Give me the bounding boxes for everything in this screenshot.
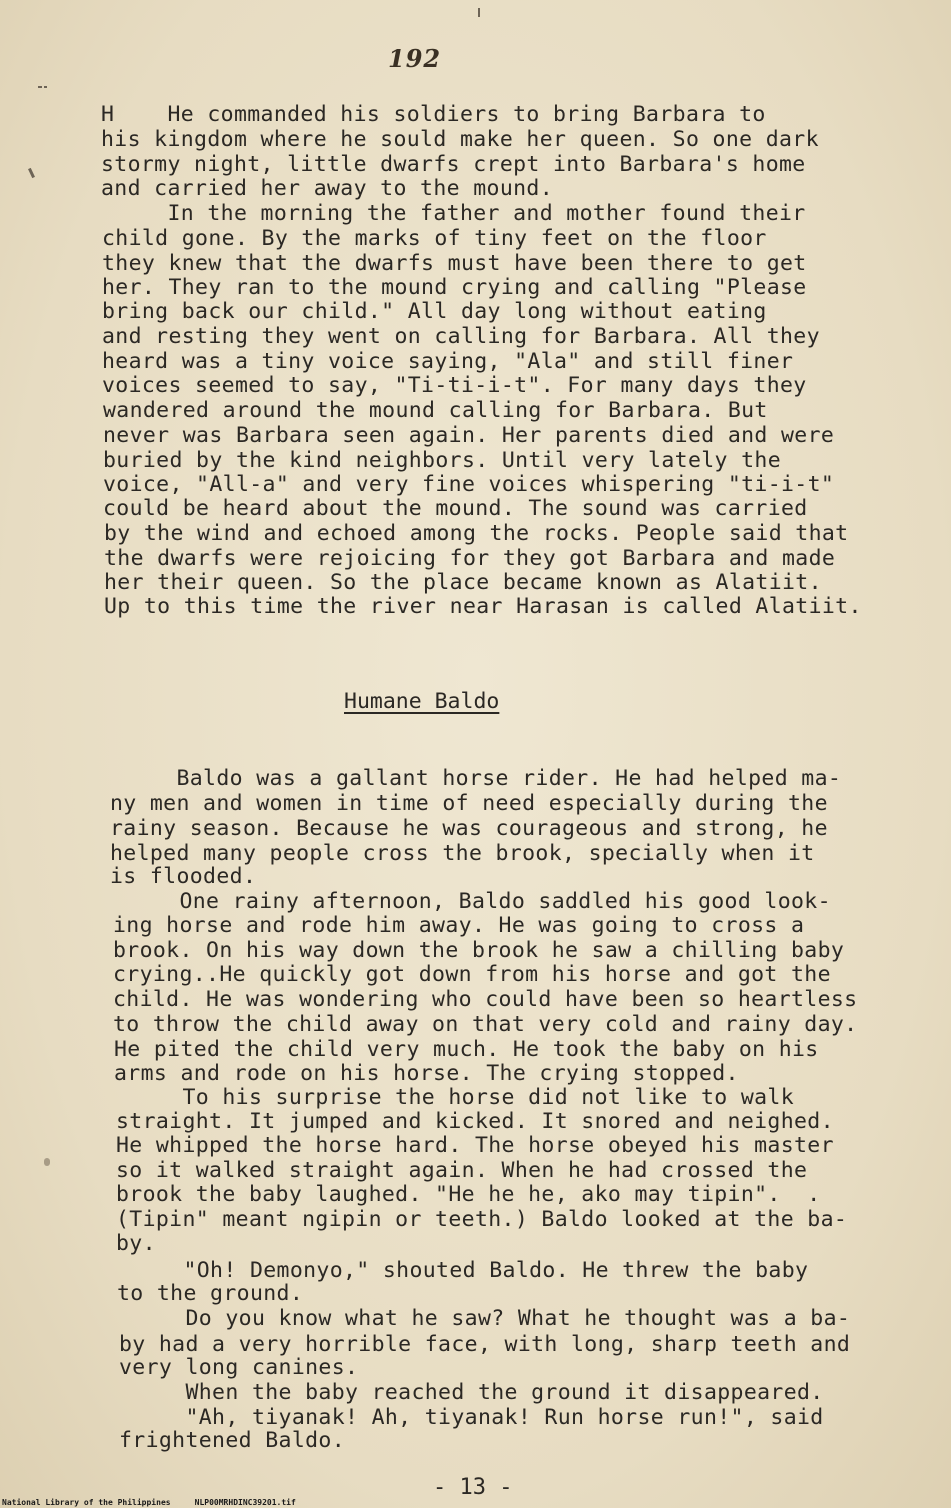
passage-two-line: brook the baby laughed. "He he he, ako may tipin". . — [116, 1182, 821, 1207]
passage-one-line: her their queen. So the place became known as Alatiit. — [104, 570, 822, 595]
passage-one-line: Up to this time the river near Harasan is called Alatiit. — [104, 594, 862, 619]
passage-one-line: never was Barbara seen again. Her parents died and were — [103, 423, 835, 448]
passage-one-line: child gone. By the marks of tiny feet on the floor — [102, 226, 767, 251]
passage-two-line: is flooded. — [110, 864, 257, 889]
passage-two-line: to the ground. — [117, 1281, 304, 1306]
passage-one-line: wandered around the mound calling for Barbara. But — [103, 398, 768, 423]
passage-one-line: her. They ran to the mound crying and calling "Please — [102, 275, 807, 300]
ink-speck — [28, 168, 35, 178]
passage-one-line: the dwarfs were rejoicing for they got Barbara and made — [104, 546, 836, 571]
passage-two-line: One rainy afternoon, Baldo saddled his good look- — [113, 889, 831, 914]
passage-one-line: by the wind and echoed among the rocks. People said that — [104, 521, 849, 546]
ink-speck — [38, 86, 42, 88]
passage-two-line: frightened Baldo. — [119, 1428, 345, 1453]
handwritten-page-number: 192 — [388, 44, 442, 73]
passage-one-line: and resting they went on calling for Barbara. All they — [102, 324, 820, 349]
passage-one-line: buried by the kind neighbors. Until very lately the — [103, 448, 781, 473]
passage-one-line: voice, "All-a" and very fine voices whispering "ti-i-t" — [103, 472, 835, 497]
passage-two-line: child. He was wondering who could have been so heartless — [113, 987, 858, 1012]
passage-one-line: they knew that the dwarfs must have been there to get — [102, 251, 807, 276]
passage-two-line: "Ah, tiyanak! Ah, tiyanak! Run horse run!", said — [119, 1405, 824, 1430]
ink-speck — [44, 86, 47, 88]
passage-two-line: to throw the child away on that very cold and rainy day. — [113, 1012, 858, 1037]
passage-one-line: bring back our child." All day long without eating — [102, 299, 767, 324]
passage-two-line: To his surprise the horse did not like to walk — [116, 1085, 794, 1110]
passage-two-line: Do you know what he saw? What he thought was a ba- — [119, 1306, 851, 1331]
passage-two-line: rainy season. Because he was courageous and strong, he — [110, 816, 828, 841]
passage-one-line: voices seemed to say, "Ti-ti-i-t". For many days they — [102, 373, 807, 398]
passage-one-line: could be heard about the mound. The sound was carried — [103, 496, 808, 521]
passage-two-line: by had a very horrible face, with long, sharp teeth and — [119, 1332, 851, 1357]
passage-one-line: heard was a tiny voice saying, "Ala" and still finer — [102, 349, 794, 374]
passage-two-line: ing horse and rode him away. He was going to cross a — [113, 913, 805, 938]
passage-one-line: and carried her away to the mound. — [101, 176, 553, 201]
scan-source-label: National Library of the Philippines NLP00MRHDINC39201.tif — [2, 1498, 296, 1507]
passage-two-line: straight. It jumped and kicked. It snored and neighed. — [116, 1109, 834, 1134]
passage-two-line: by. — [116, 1231, 156, 1256]
ink-speck — [478, 8, 480, 17]
passage-two-line: When the baby reached the ground it disappeared. — [119, 1380, 824, 1405]
passage-one-line: stormy night, little dwarfs crept into Barbara's home — [101, 152, 806, 177]
passage-two-line: so it walked straight again. When he had crossed the — [116, 1158, 808, 1183]
passage-two-line: "Oh! Demonyo," shouted Baldo. He threw the baby — [117, 1258, 809, 1283]
passage-two-line: arms and rode on his horse. The crying stopped. — [114, 1061, 739, 1086]
paper-stain — [44, 1158, 50, 1166]
passage-one-line: his kingdom where he sould make her queen. So one dark — [101, 127, 819, 152]
passage-two-line: He pited the child very much. He took the baby on his — [114, 1037, 819, 1062]
passage-two-line: (Tipin" meant ngipin or teeth.) Baldo looked at the ba- — [116, 1207, 848, 1232]
page-number: - 13 - — [433, 1475, 513, 1500]
passage-two-line: very long canines. — [119, 1355, 359, 1380]
passage-two-line: ny men and women in time of need especially during the — [110, 791, 828, 816]
passage-one-line: H He commanded his soldiers to bring Barbara to — [101, 102, 766, 127]
passage-two-line: helped many people cross the brook, specially when it — [110, 841, 815, 866]
passage-two-line: brook. On his way down the brook he saw a chilling baby — [113, 938, 845, 963]
story-title: Humane Baldo — [344, 689, 500, 714]
passage-two-line: Baldo was a gallant horse rider. He had helped ma- — [110, 766, 842, 791]
passage-two-line: He whipped the horse hard. The horse obeyed his master — [116, 1133, 834, 1158]
passage-one-line: In the morning the father and mother found their — [101, 201, 806, 226]
passage-two-line: crying..He quickly got down from his horse and got the — [113, 962, 831, 987]
